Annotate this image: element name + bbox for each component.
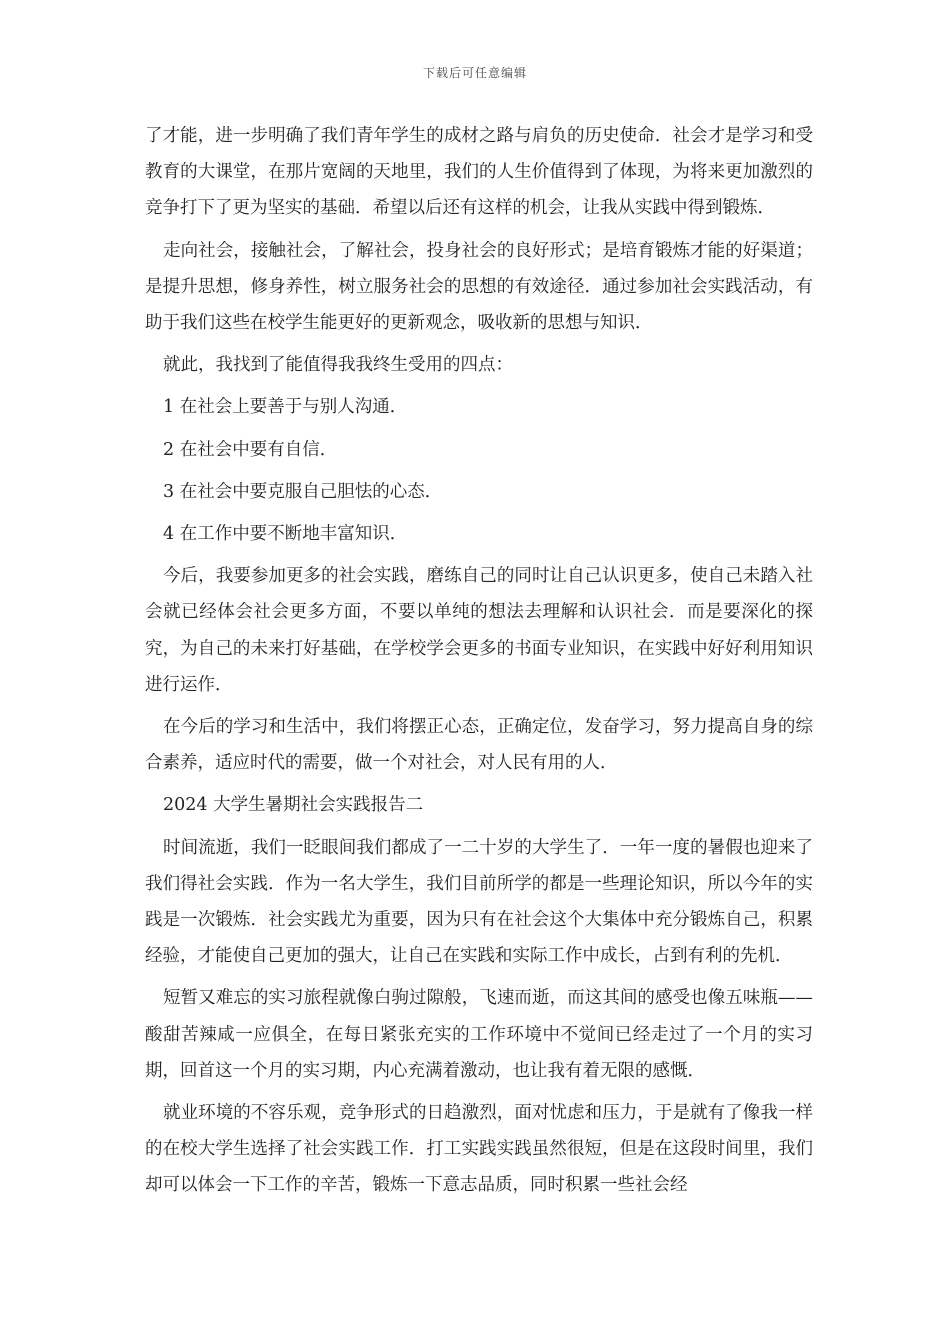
paragraph: 今后，我要参加更多的社会实践，磨练自己的同时让自己认识更多，使自己未踏入社会就已经体会社会更多方面，不要以单纯的想法去理解和认识社会．而是要深化的探究，为自己的未来打好基础，在学校学会更多的书面专业知识，在实践中好好利用知识进行运作． [145, 566, 813, 695]
paragraph: 就此，我找到了能值得我我终生受用的四点： [163, 355, 513, 376]
section-title: 2024 大学生暑期社会实践报告二 [163, 795, 424, 816]
paragraph: 在今后的学习和生活中，我们将摆正心态，正确定位，发奋学习，努力提高自身的综合素养，适应时代的需要，做一个对社会，对人民有用的人． [145, 717, 813, 774]
page-header: 下载后可任意编辑 [422, 66, 527, 80]
list-item: 4 在工作中要不断地丰富知识． [163, 524, 408, 545]
paragraph: 就业环境的不容乐观，竞争形式的日趋激烈，面对忧虑和压力，于是就有了像我一样的在校大学生选择了社会实践工作．打工实践实践虽然很短，但是在这段时间里，我们却可以体会一下工作的辛苦，锻炼一下意志品质，同时积累一些社会经 [145, 1103, 813, 1196]
paragraph: 短暂又难忘的实习旅程就像白驹过隙般，飞速而逝，而这其间的感受也像五味瓶——酸甜苦辣咸一应俱全，在每日紧张充实的工作环境中不觉间已经走过了一个月的实习期，回首这一个月的实习期，内心充满着激动，也让我有着无限的感慨． [145, 988, 813, 1081]
list-item: 3 在社会中要克服自己胆怯的心态． [163, 481, 443, 502]
list-item: 1 在社会上要善于与别人沟通． [163, 397, 408, 418]
list-item: 2 在社会中要有自信． [163, 439, 338, 460]
paragraph-continued: 了才能，进一步明确了我们青年学生的成材之路与肩负的历史使命．社会才是学习和受教育的大课堂，在那片宽阔的天地里，我们的人生价值得到了体现，为将来更加激烈的竞争打下了更为坚实的基础．希望以后还有这样的机会，让我从实践中得到锻炼． [145, 126, 813, 219]
paragraph: 时间流逝，我们一眨眼间我们都成了一二十岁的大学生了．一年一度的暑假也迎来了我们得社会实践．作为一名大学生，我们目前所学的都是一些理论知识，所以今年的实践是一次锻炼．社会实践尤为重要，因为只有在社会这个大集体中充分锻炼自己，积累经验，才能使自己更加的强大，让自己在实践和实际工作中成长，占到有利的先机． [145, 837, 813, 967]
paragraph: 走向社会，接触社会，了解社会，投身社会的良好形式；是培育锻炼才能的好渠道；是提升思想，修身养性，树立服务社会的思想的有效途径．通过参加社会实践活动，有助于我们这些在校学生能更好的更新观念，吸收新的思想与知识． [145, 240, 813, 334]
document-body [145, 118, 813, 1210]
